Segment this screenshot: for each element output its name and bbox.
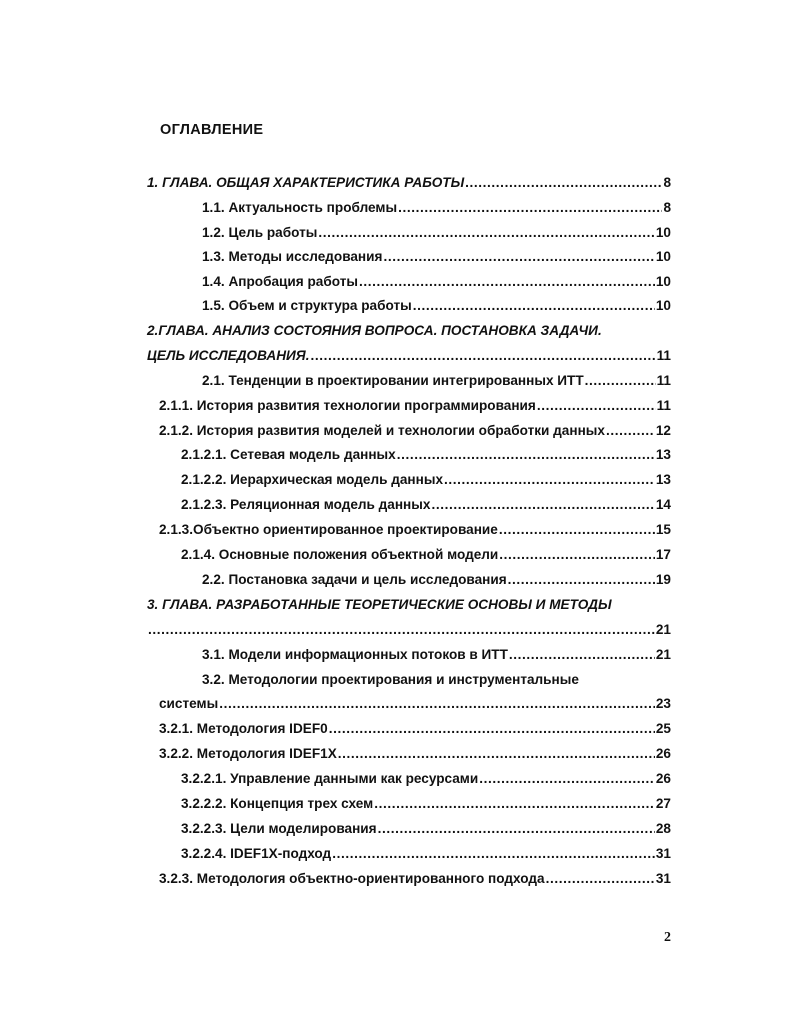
toc-entry-label: 1.3. Методы исследования bbox=[202, 249, 383, 264]
toc-entry-label: 3.2.1. Методология IDEF0 bbox=[159, 721, 328, 736]
toc-entry-chapter-2[interactable] bbox=[147, 347, 671, 365]
toc-entry-1-2[interactable] bbox=[202, 224, 671, 242]
toc-entry-label: 2.1.2. История развития моделей и технологии обработки данных bbox=[159, 423, 605, 438]
toc-entry-page: 11 bbox=[656, 398, 671, 413]
toc-entry-page: 31 bbox=[655, 846, 671, 861]
dot-leader bbox=[332, 845, 655, 863]
dot-leader bbox=[444, 471, 655, 489]
dot-leader bbox=[383, 248, 654, 266]
toc-entry-label: 1.5. Объем и структура работы bbox=[202, 298, 412, 313]
dot-leader bbox=[585, 372, 656, 390]
toc-entry-chapter-3-line1: 3. ГЛАВА. РАЗРАБОТАННЫЕ ТЕОРЕТИЧЕСКИЕ ОСНОВЫ И МЕТОДЫ bbox=[147, 597, 612, 612]
dot-leader bbox=[413, 297, 655, 315]
toc-entry-chapter-1[interactable] bbox=[147, 174, 671, 192]
dot-leader bbox=[499, 546, 655, 564]
toc-entry-label: 2.1.2.1. Сетевая модель данных bbox=[181, 447, 396, 462]
toc-entry-1-5[interactable] bbox=[202, 297, 671, 315]
dot-leader bbox=[479, 770, 655, 788]
toc-entry-page: 10 bbox=[655, 249, 671, 264]
toc-entry-2-1-2-1[interactable] bbox=[181, 446, 671, 464]
dot-leader bbox=[219, 695, 655, 713]
toc-entry-page: 17 bbox=[655, 547, 671, 562]
toc-entry-page: 15 bbox=[655, 522, 671, 537]
toc-entry-label: 3.2.2. Методология IDEF1X bbox=[159, 746, 337, 761]
dot-leader bbox=[318, 224, 655, 242]
toc-entry-page: 13 bbox=[655, 447, 671, 462]
toc-entry-page: 21 bbox=[655, 647, 671, 662]
toc-entry-label: 3.1. Модели информационных потоков в ИТТ bbox=[202, 647, 508, 662]
dot-leader bbox=[606, 422, 655, 440]
toc-entry-3-2-2-3[interactable] bbox=[181, 820, 671, 838]
toc-entry-3-2-2-4[interactable] bbox=[181, 845, 671, 863]
dot-leader bbox=[509, 646, 655, 664]
toc-entry-3-2-3[interactable] bbox=[159, 870, 671, 888]
toc-entry-2-1-2-3[interactable] bbox=[181, 496, 671, 514]
toc-entry-page: 11 bbox=[656, 348, 671, 363]
toc-entry-label: 3.2.3. Методология объектно-ориентированного подхода bbox=[159, 871, 545, 886]
dot-leader bbox=[546, 870, 655, 888]
toc-entry-page: 28 bbox=[655, 821, 671, 836]
toc-entry-3-1[interactable] bbox=[202, 646, 671, 664]
toc-entry-3-2-2-2[interactable] bbox=[181, 795, 671, 813]
toc-entry-page: 8 bbox=[663, 200, 671, 215]
toc-entry-2-1-2-2[interactable] bbox=[181, 471, 671, 489]
toc-entry-label: ЦЕЛЬ ИССЛЕДОВАНИЯ. bbox=[147, 348, 310, 363]
toc-entry-label: системы bbox=[159, 696, 219, 711]
toc-entry-3-2-1[interactable] bbox=[159, 720, 671, 738]
dot-leader bbox=[378, 820, 655, 838]
toc-entry-label: 2.1. Тенденции в проектировании интегрированных ИТТ bbox=[202, 373, 584, 388]
toc-entry-label: 1. ГЛАВА. ОБЩАЯ ХАРАКТЕРИСТИКА РАБОТЫ bbox=[147, 175, 465, 190]
dot-leader bbox=[465, 174, 662, 192]
toc-entry-label: 3.2.2.3. Цели моделирования bbox=[181, 821, 377, 836]
dot-leader bbox=[398, 199, 662, 217]
dot-leader bbox=[338, 745, 655, 763]
dot-leader bbox=[311, 347, 656, 365]
toc-entry-page: 14 bbox=[655, 497, 671, 512]
toc-entry-page: 26 bbox=[655, 771, 671, 786]
toc-entry-label: 2.1.2.3. Реляционная модель данных bbox=[181, 497, 431, 512]
toc-entry-page: 11 bbox=[656, 373, 671, 388]
toc-entry-page: 21 bbox=[655, 622, 671, 637]
toc-entry-2-2[interactable] bbox=[202, 571, 671, 589]
toc-entry-label: 2.1.4. Основные положения объектной модели bbox=[181, 547, 499, 562]
toc-entry-label: 2.2. Постановка задачи и цель исследования bbox=[202, 572, 507, 587]
toc-entry-label: 3.2.2.4. IDEF1X-подход bbox=[181, 846, 332, 861]
toc-entry-page: 10 bbox=[655, 298, 671, 313]
dot-leader bbox=[148, 621, 655, 639]
dot-leader bbox=[397, 446, 655, 464]
dot-leader bbox=[508, 571, 655, 589]
toc-entry-2-1-2[interactable] bbox=[159, 422, 671, 440]
toc-entry-3-2-line1: 3.2. Методологии проектирования и инструментальные bbox=[202, 672, 579, 687]
toc-entry-chapter-2-line1: 2.ГЛАВА. АНАЛИЗ СОСТОЯНИЯ ВОПРОСА. ПОСТАНОВКА ЗАДАЧИ. bbox=[147, 323, 602, 338]
toc-entry-label: 1.1. Актуальность проблемы bbox=[202, 200, 398, 215]
toc-entry-label: 2.1.2.2. Иерархическая модель данных bbox=[181, 472, 444, 487]
toc-entry-page: 10 bbox=[655, 274, 671, 289]
toc-entry-2-1[interactable] bbox=[202, 372, 671, 390]
toc-entry-2-1-1[interactable] bbox=[159, 397, 671, 415]
toc-entry-label: 2.1.3.Объектно ориентированное проектирование bbox=[159, 522, 498, 537]
toc-entry-1-4[interactable] bbox=[202, 273, 671, 291]
toc-entry-label: 1.2. Цель работы bbox=[202, 225, 318, 240]
toc-entry-page: 12 bbox=[655, 423, 671, 438]
dot-leader bbox=[537, 397, 656, 415]
toc-entry-3-2-2-1[interactable] bbox=[181, 770, 671, 788]
toc-entry-label: 1.4. Апробация работы bbox=[202, 274, 358, 289]
dot-leader bbox=[374, 795, 655, 813]
toc-entry-page: 8 bbox=[663, 175, 671, 190]
toc-entry-page: 31 bbox=[655, 871, 671, 886]
toc-entry-2-1-4[interactable] bbox=[181, 546, 671, 564]
toc-entry-page: 25 bbox=[655, 721, 671, 736]
toc-entry-page: 10 bbox=[655, 225, 671, 240]
dot-leader bbox=[359, 273, 655, 291]
toc-entry-label: 2.1.1. История развития технологии программирования bbox=[159, 398, 536, 413]
toc-entry-page: 26 bbox=[655, 746, 671, 761]
dot-leader bbox=[499, 521, 655, 539]
toc-entry-page: 19 bbox=[655, 572, 671, 587]
toc-entry-page: 27 bbox=[655, 796, 671, 811]
dot-leader bbox=[431, 496, 654, 514]
toc-entry-3-2-2[interactable] bbox=[159, 745, 671, 763]
toc-title: ОГЛАВЛЕНИЕ bbox=[160, 122, 264, 138]
toc-entry-page: 23 bbox=[655, 696, 671, 711]
toc-entry-label: 3.2.2.1. Управление данными как ресурсами bbox=[181, 771, 479, 786]
toc-entry-page: 13 bbox=[655, 472, 671, 487]
toc-entry-1-3[interactable] bbox=[202, 248, 671, 266]
toc-entry-1-1[interactable] bbox=[202, 199, 671, 217]
toc-entry-3-2[interactable] bbox=[159, 695, 671, 713]
dot-leader bbox=[329, 720, 655, 738]
toc-entry-chapter-3[interactable] bbox=[147, 621, 671, 639]
toc-entry-label: 3.2.2.2. Концепция трех схем bbox=[181, 796, 374, 811]
toc-entry-2-1-3[interactable] bbox=[159, 521, 671, 539]
page-number: 2 bbox=[664, 930, 671, 945]
